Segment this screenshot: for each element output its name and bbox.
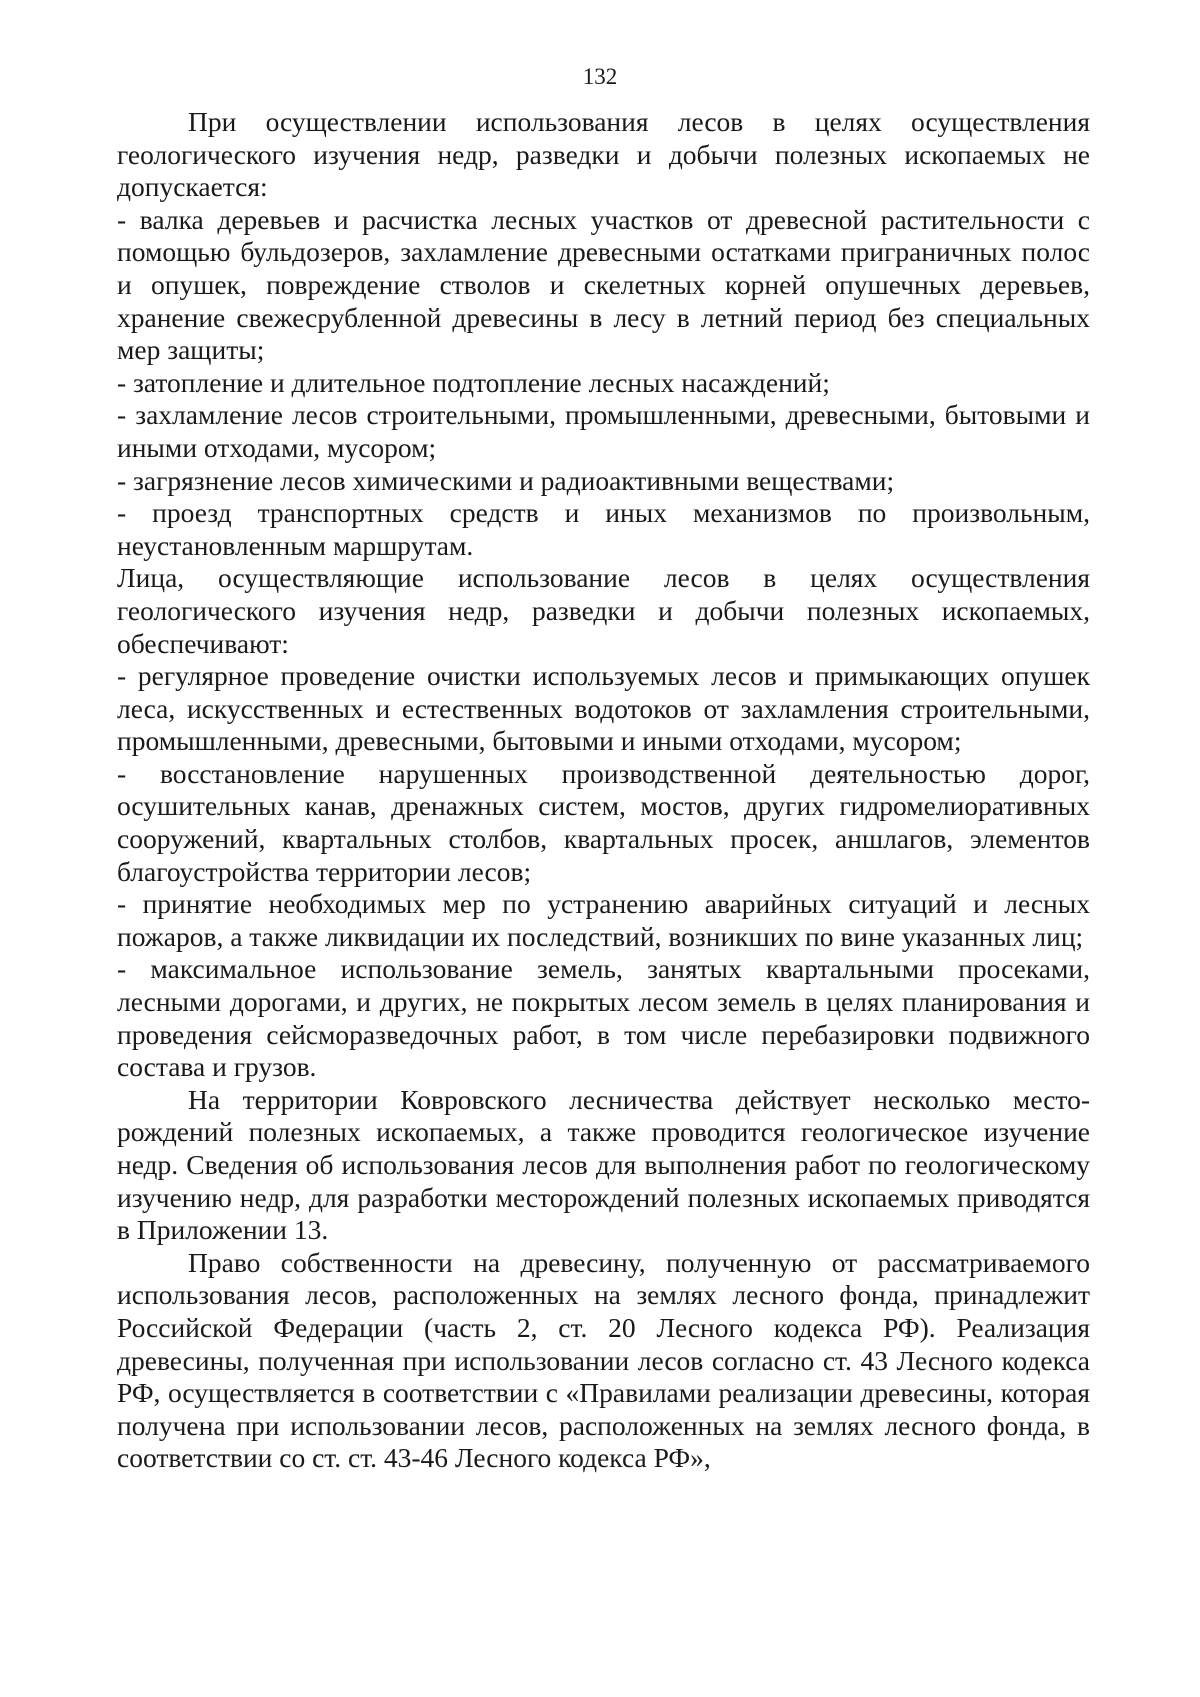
list-item-flooding: - затопление и длительное подтопление лесных насаждений; (117, 366, 830, 398)
list-item-land-use: - максимальное использование земель, занятых квартальными просеками, лесными дорогами, и других, не покрытых лесом земель в целях планирования и проведения сейсморазведочных работ, в том числе перебазировки подвижного состава и грузов. (117, 953, 1090, 1083)
list-item-felling: - валка деревьев и расчистка лесных участков от древесной растительности с помощью бульдозеров, захламление древесными остатками приграничных полос и опушек, повреждение стволов и скелетных корней опушечных деревьев, хранение свежесрубленной древесины в лесу в летний период без специальных мер защиты; (117, 203, 1090, 366)
list-item-cleaning: - регулярное проведение очистки используемых лесов и примыкающих опушек леса, искусственных и естественных водотоков от захламления строительными, промышленными, древесными, бытовыми и иными отходами, мусором; (117, 660, 1090, 757)
paragraph-prohibitions-intro: При осуществлении использования лесов в целях осуществления геологического изучения недр, разведки и добычи полезных ископаемых не допускается: (117, 106, 1090, 203)
paragraph-obligations-intro: Лица, осуществляющие использование лесов в целях осуществления геологического изучения недр, разведки и добычи полезных ископаемых, обеспечивают: (117, 562, 1090, 659)
list-item-littering: - захламление лесов строительными, промышленными, древесными, бытовыми и иными отходами, мусором; (117, 399, 1090, 463)
page-number: 132 (582, 64, 618, 89)
paragraph-ownership: Право собственности на древесину, полученную от рассматриваемого использования лесов, расположенных на землях лесного фонда, принадлежит Российской Федерации (часть 2, ст. 20 Лесного кодекса РФ). Реализация древесины, полученная при использовании лесов согласно ст. 43 Лесного кодекса РФ, осуществляется в соответствии с «Правилами реализации древесины, которая получена при использовании лесов, расположенных на землях лесного фонда, в соответствии со ст. ст. 43-46 Лесного кодекса РФ», (117, 1246, 1090, 1474)
list-item-restoration: - восстановление нарушенных производственной деятельностью дорог, осушительных канав, дренажных систем, мостов, других гидромелиоративных сооружений, квартальных столбов, квартальных просек, аншлагов, элементов благоустройства территории лесов; (117, 757, 1090, 887)
document-body (117, 106, 1090, 1475)
list-item-emergency-measures: - принятие необходимых мер по устранению аварийных ситуаций и лесных пожаров, а также ликвидации их последствий, возникших по вине указанных лиц; (117, 888, 1090, 952)
list-item-vehicle-passage: - проезд транспортных средств и иных механизмов по произвольным, неустановленным маршрутам. (117, 497, 1090, 561)
list-item-pollution: - загрязнение лесов химическими и радиоактивными веществами; (117, 464, 895, 496)
paragraph-deposits: На территории Ковровского лесничества действует несколько место-рождений полезных ископаемых, а также проводится геологическое изучение недр. Сведения об использования лесов для выполнения работ по геологическому изучению недр, для разработки месторождений полезных ископаемых приводятся в Приложении 13. (117, 1083, 1090, 1246)
